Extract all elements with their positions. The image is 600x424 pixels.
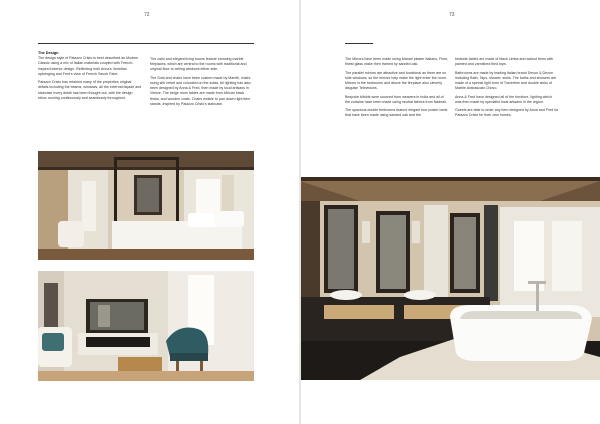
bedroom-photo <box>38 151 254 260</box>
page-number: 73 <box>449 12 455 18</box>
text-column-2 <box>455 57 559 122</box>
text-column-1 <box>345 57 449 122</box>
paragraph: The calm and elegant living rooms feature stunning marble fireplaces, which are central to the rooms with traditional and original floor to ceiling windows either side. <box>150 57 247 72</box>
paragraph: The spacious double bedrooms feature elegant four-poster beds that have been made using sanded oak and the <box>345 108 448 118</box>
right-page <box>300 0 600 424</box>
text-column-2 <box>150 57 254 110</box>
bathroom-photo <box>300 177 600 380</box>
paragraph: Palazzo Cristo has retained many of the properties original details including the beams, windows, all the external façade and staircase every detail has been thought out, with the design ethos running continuously and seamlessly throughout. <box>38 80 142 100</box>
header-rule <box>345 43 373 44</box>
paragraph: Bathrooms are made by leading Italian brand Devon & Devon including Bath, Taps, shower, sinks. The baths and showers are made of a special light form of Travertine and double sinks of Marble Arabascato Chovo. <box>455 70 557 91</box>
paragraph: bedside tables are made of black Limba and walnut trees with painted and varnished tiled tops. <box>455 57 554 67</box>
paragraph: The parallel mirrors are attractive and functional as there are no side windows, so the mirrors help make the light enter the room. Mirrors in the bedrooms and above the fireplace also cleverly disguise Televisions. <box>345 70 447 91</box>
text-column-1 <box>38 51 142 104</box>
book-gutter <box>299 0 301 424</box>
living-room-photo <box>38 271 254 381</box>
paragraph: The Mirrors have been made using Manari plaster Italiano, Fiore, finest glass make then framed by sanded oak. <box>345 57 449 67</box>
section-heading: The Design <box>38 51 59 55</box>
paragraph: Bespoke bifolds were sourced from weavers in India and all of the curtains have been made using neutral fabrics from Nadeali. <box>345 94 447 104</box>
paragraph: Guests are able to order any item designed by Anna and Fred for Palazzo Cristo for their own homes. <box>455 108 559 118</box>
page-number: 72 <box>144 12 150 18</box>
paragraph: The Sofa and chairs have been custom made by Marelli, chairs using silk velvet and coloratini on the sofas. All lighting has also been designed by Anna & Fred, then made by local artisans in Venice. The beige room tables are made from African black limba, and wooden coats. Chairs enable to pan down right item stands, inspired by Palazzo Cristo's staircase. <box>150 75 251 106</box>
header-rule <box>38 43 254 44</box>
paragraph: Anna & Fred have designed all of the furniture, lighting which was then made by specialist local artisans in the region. <box>455 94 552 104</box>
paragraph: The design style of Palazzo Cristo is best described as Modern Classic using a mix of Italian materials coupled with French-inspired interior design. Reflecting both Anna's Venetian upbringing and Fred's view of French Savoir Faire. <box>38 56 139 76</box>
